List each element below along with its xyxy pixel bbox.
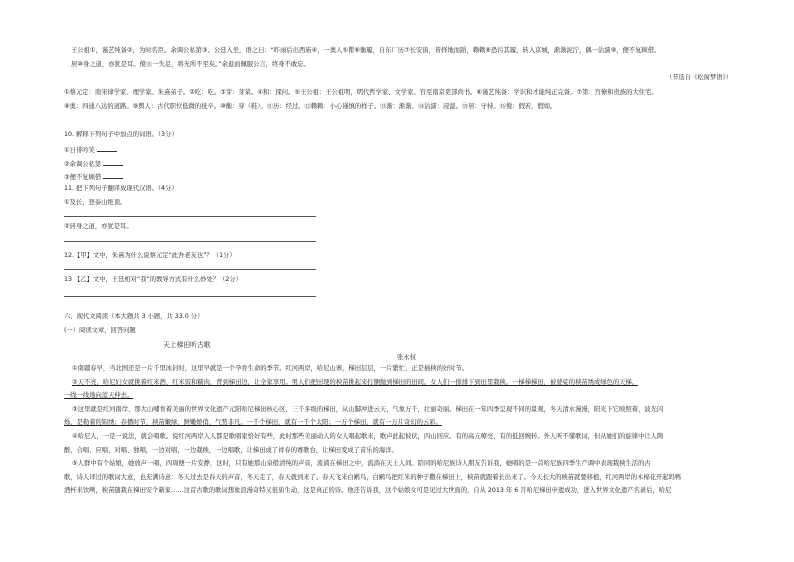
passage-line: 居⑩身之道，亦犹是耳。傥⑪一失足，将无所不至矣。”余退而佩服公言，终身不敢忘。 — [71, 60, 310, 68]
question-13: 13 【乙】文中，王廷相对“我”的教导方式有什么妙处？（2分） — [64, 276, 242, 283]
question-10-item — [64, 159, 123, 169]
answer-blank[interactable] — [103, 172, 123, 179]
answer-blank[interactable] — [103, 159, 123, 166]
classical-passage — [71, 44, 739, 71]
body-line: 醉，合唱、应唱、对唱、独唱，一边对唱，一边栽秧，一边唱歌，让梯田成了祥春的赛歌台，让梯田变成了音乐的海洋。 — [64, 446, 398, 454]
answer-blank[interactable] — [97, 145, 117, 152]
annotation-line: ⑧奥：四通八达的道路。⑨舆人：古代职位低微的抚卒。⑩衡：穿（鞋）。⑪历：经过。⑫赖赖：小心谨慎的样子。⑬渐：渐渐。⑭沾濡：浸湿。⑮居：守持。⑯傥：假若，假如。 — [64, 102, 557, 110]
body-line: 歌，诗人译过的歌词大意，也充满诗意：冬天过去是春天的声音，冬天走了，春天就到来了。春天飞来白鹇鸟，白鹇鸟把红米的种子撒在梯田上，秧苗就跟着长出来了。今天长大的秧苗就要移植，红河两岸的木棉花开起吗鸭 — [64, 473, 682, 481]
body-line: 一线一线地向蓝天伸去。 — [64, 392, 134, 400]
question-10-item — [64, 172, 123, 182]
question-11-item: ②居身之道，亦犹是耳。 — [64, 223, 133, 230]
item-text: ③便不复顾借 — [64, 174, 102, 181]
answer-line[interactable] — [64, 216, 316, 217]
annotations — [64, 86, 740, 113]
question-11: 11. 把下列句子翻译成现代汉语。（4分） — [64, 185, 178, 192]
body-line: ⑤人群中有个姑娘，她放声一唱，四周便一片安静，这时，只有她那山泉般清纯的声音，流淌在梯田之中，流淌在天上人间。陪同的哈尼族诗人朋友告诉我，她唱的是一首哈尼族四季生产调中表现栽秧生活的古 — [72, 460, 651, 468]
body-line: ①南疆春早，当北国还是一片千里冰封时，这里早就是一个孕育生命的季节。红河两岸，哈尼山寨，梯田层层，一片繁忙，正是插秧的好时节。 — [72, 365, 469, 372]
passage-line: 王公祖①，谨艺纯备②，为时名臣。余调公私第③。公廷入坐，语之曰：“昨雨后出西庙④，一奥人⑤瞿⑥衡履，自东厂历⑦长安街，皆择地而蹈，赖赖⑧恐污其履，转入京城，渐渐泥泞，偶一沾濡⑨，便不复顾借。 — [71, 47, 661, 54]
question-12: 12.【甲】文中，朱熹为什么说蔡元定“此吾老友也”？（1分） — [64, 252, 236, 259]
article-body — [64, 362, 740, 498]
annotation-line: ①蔡元定：南宋律学家、理学家。朱熹弟子。②吃：吃。③芽：芽菜。④和：探问。⑤王公祖：王公祖明，明代哲学家、文学家。官至南京吏部尚书。⑥谨艺纯备：学识和才能纯正完备。⑦第：宫僚和贵族的大住宅。 — [64, 89, 658, 96]
item-text: ②余调公私第 — [64, 161, 102, 168]
body-line: ④哈尼人，一是一说法，就会唱歌。说红河两岸人人都是歌唱家恰好有些，此时那些美丽动人的女人唱起歌来，歌声此起彼伏，四山回应。有的高亢嘹亮，有的低回婉转。外人听不懂歌词，但从她们的旋律中让人陶 — [72, 432, 664, 440]
question-10: 10. 解释下列句子中加点的词语。（3分） — [64, 131, 178, 138]
section-heading: 六、现代文阅读（本大题共 3 小题，共 33.0 分） — [64, 313, 204, 320]
article-author: 张永权 — [397, 354, 416, 361]
body-line: ②天不亮，哈尼妇女就挑着红米酒、红米饭和糯肉，背到梯田边，让全家享用。男人们把田埂的秧苗挑起来打捆抛到梯田的田间。女人们一排排下到田里栽秧。一梯梯梯田，被婆娑的秧苗绣成绿色的天梯。 — [72, 378, 639, 386]
item-text: ①日徘吟笑 — [64, 147, 95, 154]
body-line: 烁，是勒着的锦绣；春播时节，秧苗嫩绿，鲜嫩娇俏，气势非凡。一千个梯田，就有一千个太阳；一万个梯田，就有一万片奇幻的云彩。 — [64, 419, 442, 427]
subsection-heading: (一）阅读文章，回答问题 — [64, 327, 136, 334]
question-11-item: ①及长，登泰山绝顶。 — [64, 199, 127, 206]
answer-line[interactable] — [64, 241, 316, 242]
source-citation: （节选自《松窗梦语》） — [665, 74, 732, 81]
answer-line[interactable] — [64, 269, 316, 270]
body-line: ③这里就是红河南岸、那大山哺育着美丽的世界文化遗产元阳哈尼梯田核心区，三千多级的梯田，从山脚冲进云天，气象万千，壮丽奇丽。梯田在一年四季呈现不同的景观，冬天清水漫漫，阳光下它映照着，波光闪 — [72, 405, 664, 413]
article-title: 天上梯田听古歌 — [163, 341, 211, 349]
answer-line[interactable] — [64, 296, 316, 297]
body-line: 酒杯来饮咧，秧苗随栽在梯田安个新家……这首古歌的歌词想象浪漫奇特又很质生动，这是真正的诗。他还告诉我，这个姑娘女可是见过大世面的，自从 2013 年 6 月哈尼梯田申遗成功，进入世界文化遗产名录后，哈尼 — [64, 487, 672, 495]
question-10-item — [64, 145, 117, 155]
